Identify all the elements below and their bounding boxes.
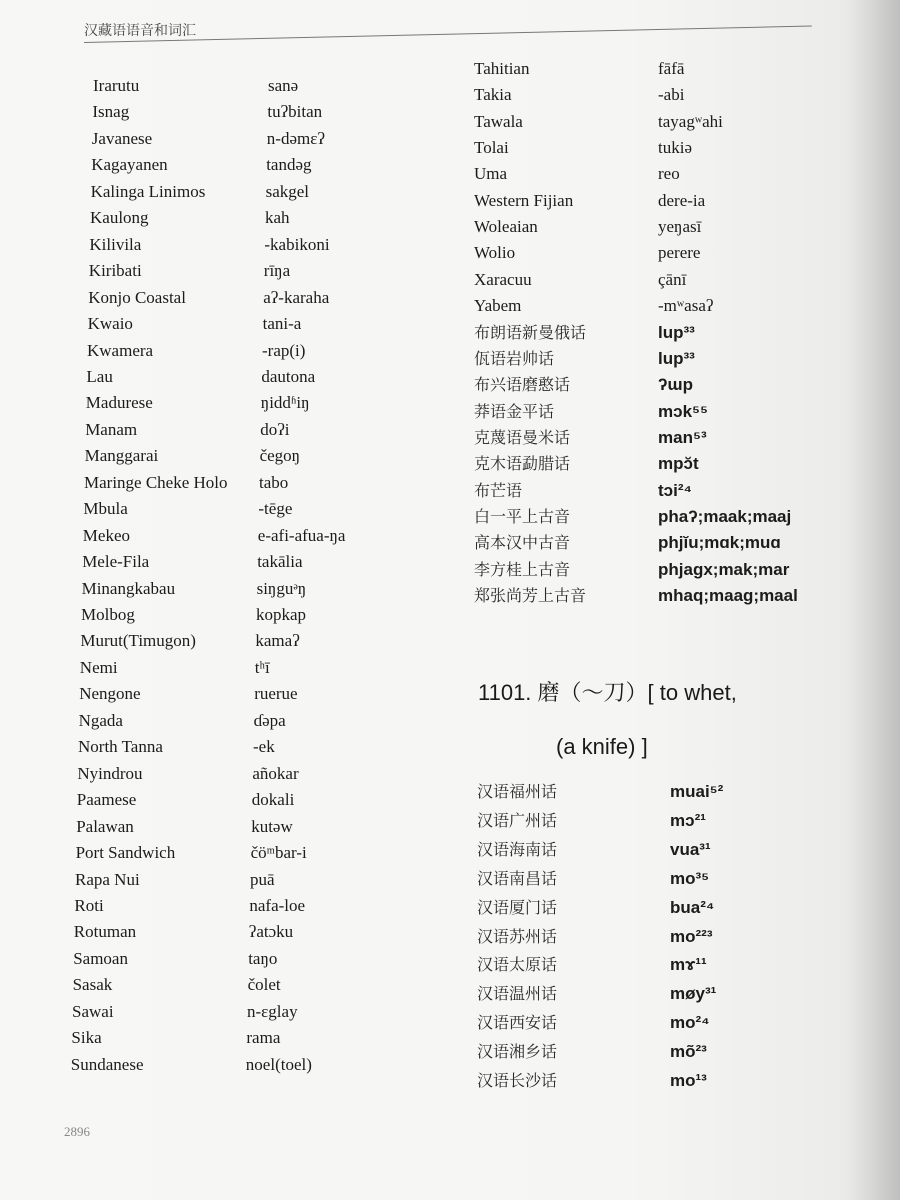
word-form: añokar	[252, 763, 299, 783]
language-name: 李方桂上古音	[474, 559, 571, 579]
language-name: Sasak	[72, 975, 113, 995]
word-form: çānī	[658, 269, 687, 289]
language-name: 莽语金平话	[474, 401, 555, 421]
language-name: Rotuman	[73, 922, 137, 942]
language-name: Isnag	[92, 102, 130, 122]
word-form: -mʷasaʔ	[658, 296, 714, 316]
language-name: Mele-Fila	[82, 552, 150, 572]
language-name: Mekeo	[82, 525, 131, 545]
language-name: Woleaian	[474, 217, 538, 237]
language-name: 汉语南昌话	[477, 868, 558, 888]
entry-heading: 1101. 磨（～刀）[ to whet,	[478, 680, 737, 705]
running-header: 汉藏语语音和词汇	[84, 24, 196, 39]
language-name: Sawai	[72, 1001, 114, 1021]
language-name: Xaracuu	[474, 269, 532, 289]
word-form: kopkap	[256, 605, 307, 624]
word-form: aʔ-karaha	[263, 287, 330, 307]
page-number: 2896	[64, 1124, 90, 1139]
language-name: Nemi	[79, 657, 118, 677]
word-form: kutəw	[251, 816, 293, 836]
language-name: 汉语苏州话	[477, 926, 558, 946]
word-form: tuʔbitan	[267, 102, 323, 122]
word-form: ʔatɔku	[248, 922, 294, 942]
word-form: čöᵐbar-i	[250, 843, 307, 863]
word-form: siŋguᵊŋ	[256, 578, 307, 598]
language-name: 汉语广州话	[477, 810, 558, 830]
language-name: Mbula	[83, 499, 128, 519]
language-name: Javanese	[91, 128, 153, 148]
language-name: Murut(Timugon)	[80, 631, 196, 651]
entry-heading-continued: (a knife) ]	[556, 734, 648, 759]
word-form: tabo	[259, 472, 289, 492]
language-name: Ngada	[78, 710, 123, 730]
language-name: 汉语海南话	[477, 839, 558, 859]
language-name: Wolio	[474, 243, 516, 263]
word-form: ruerue	[254, 684, 298, 704]
language-name: Tolai	[474, 138, 509, 158]
language-name: Manam	[85, 419, 138, 439]
word-form: -abi	[658, 85, 685, 105]
word-form: phjagx;mak;mar	[658, 559, 790, 579]
word-form: n-ɛglay	[247, 1001, 298, 1021]
word-form: dautona	[261, 366, 316, 386]
language-name: 汉语温州话	[477, 984, 558, 1004]
word-form: doʔi	[260, 419, 290, 439]
language-name: Irarutu	[93, 76, 140, 95]
language-name: Kaulong	[90, 208, 149, 228]
word-form: tʰī	[254, 657, 270, 677]
word-form: ɗəpa	[253, 710, 286, 730]
language-name: Tawala	[474, 111, 523, 131]
language-name: Kwamera	[87, 340, 154, 360]
word-form: tani-a	[262, 314, 302, 334]
word-form: čolet	[247, 975, 281, 995]
word-form: mɔ²¹	[670, 810, 706, 830]
language-name: Nyindrou	[77, 763, 143, 783]
language-name: 汉语厦门话	[477, 897, 558, 917]
language-name: Western Fijian	[474, 190, 574, 210]
word-form: kah	[265, 208, 290, 228]
word-form: kamaʔ	[255, 631, 300, 651]
word-form: -ek	[253, 737, 275, 757]
language-name: Palawan	[76, 816, 134, 836]
language-name: Takia	[474, 85, 512, 105]
language-name: Paamese	[76, 790, 137, 810]
word-form: sakgel	[265, 181, 310, 201]
word-form: mɔk⁵⁵	[658, 401, 708, 421]
language-name: Roti	[74, 895, 104, 915]
language-name: 布芒语	[474, 480, 523, 500]
language-name: North Tanna	[78, 737, 163, 757]
language-name: Kalinga Linimos	[90, 181, 206, 201]
word-form: čegoŋ	[259, 446, 301, 466]
language-name: Kagayanen	[91, 155, 168, 175]
word-form: mo¹³	[670, 1071, 707, 1090]
word-form: mo³⁵	[670, 868, 710, 888]
language-name: Konjo Coastal	[88, 287, 186, 307]
language-name: Maringe Cheke Holo	[84, 472, 228, 492]
word-form: tɔi²⁴	[658, 480, 692, 500]
word-form: -tēge	[258, 499, 293, 519]
word-form: mo²⁴	[670, 1013, 710, 1033]
word-form: nafa-loe	[249, 895, 306, 915]
word-form: tayagʷahi	[658, 111, 723, 131]
word-form: ŋiddʱiŋ	[260, 393, 310, 413]
word-form: tukiə	[658, 138, 692, 158]
language-name: Kilivila	[89, 234, 142, 254]
language-name: Sika	[71, 1028, 102, 1048]
word-form: ʔɯp	[658, 375, 693, 395]
page-curl-shadow	[848, 0, 900, 1200]
language-name: Uma	[474, 164, 508, 184]
language-name: Manggarai	[84, 446, 159, 466]
word-form: vua³¹	[670, 839, 711, 859]
language-name: 克蔑语曼米话	[474, 427, 571, 447]
word-form: møy³¹	[670, 984, 717, 1004]
language-name: 汉语福州话	[477, 782, 558, 801]
word-form: mhaq;maag;maal	[658, 586, 798, 605]
language-name: 汉语湘乡话	[477, 1042, 558, 1062]
word-form: tandəg	[266, 155, 312, 175]
language-name: Molbog	[81, 605, 135, 624]
language-name: 克木语勐腊话	[474, 454, 571, 474]
word-form: dokali	[251, 790, 295, 810]
word-form: mɤ¹¹	[670, 955, 707, 975]
language-name: Rapa Nui	[75, 869, 140, 889]
language-name: 郑张尚芳上古音	[474, 586, 587, 605]
word-form: phaʔ;maak;maaj	[658, 506, 792, 526]
word-form: dere-ia	[658, 190, 706, 210]
word-form: -rap(i)	[262, 340, 306, 360]
language-name: Lau	[86, 366, 113, 386]
word-form: yeŋasī	[658, 217, 702, 237]
word-form: lup³³	[658, 348, 695, 368]
language-name: Minangkabau	[81, 578, 176, 598]
word-form: fāfā	[658, 59, 685, 78]
language-name: Kiribati	[88, 261, 142, 281]
language-name: Port Sandwich	[75, 843, 176, 863]
word-form: perere	[658, 243, 701, 263]
language-name: 高本汉中古音	[474, 533, 571, 553]
language-name: Yabem	[474, 296, 522, 316]
language-name: 白一平上古音	[474, 506, 571, 526]
language-name: Tahitian	[474, 59, 530, 78]
language-name: 汉语长沙话	[477, 1071, 558, 1090]
word-form: e-afi-afua-ŋa	[257, 525, 346, 545]
word-form: taŋo	[248, 948, 278, 968]
word-form: puā	[250, 869, 275, 889]
word-form: lup³³	[658, 322, 695, 342]
word-form: mo²²³	[670, 926, 713, 946]
language-name: 佤语岩帅话	[474, 348, 555, 368]
language-name: Samoan	[73, 948, 128, 968]
word-form: man⁵³	[658, 427, 707, 447]
word-form: rama	[246, 1028, 281, 1048]
word-form: sanə	[268, 76, 299, 95]
word-form: takālia	[257, 552, 303, 572]
word-form: muai⁵²	[670, 782, 724, 801]
word-form: mõ²³	[670, 1042, 707, 1062]
word-form: -kabikoni	[264, 234, 330, 254]
word-form: bua²⁴	[670, 897, 715, 917]
word-form: mpɔ̆t	[658, 454, 699, 474]
word-form: reo	[658, 164, 680, 184]
language-name: Kwaio	[87, 314, 133, 334]
language-name: 布朗语新曼俄话	[474, 322, 587, 342]
word-form: n-dəmɛʔ	[266, 128, 325, 148]
language-name: 汉语西安话	[477, 1013, 558, 1033]
language-name: Madurese	[85, 393, 153, 413]
word-form: phjĭu;mɑk;muɑ	[658, 533, 781, 553]
word-form: noel(toel)	[245, 1054, 312, 1074]
language-name: 汉语太原话	[477, 955, 558, 975]
word-form: rīŋa	[263, 261, 291, 281]
language-name: Nengone	[79, 684, 141, 704]
language-name: Sundanese	[70, 1054, 144, 1074]
language-name: 布兴语磨憨话	[474, 375, 571, 395]
